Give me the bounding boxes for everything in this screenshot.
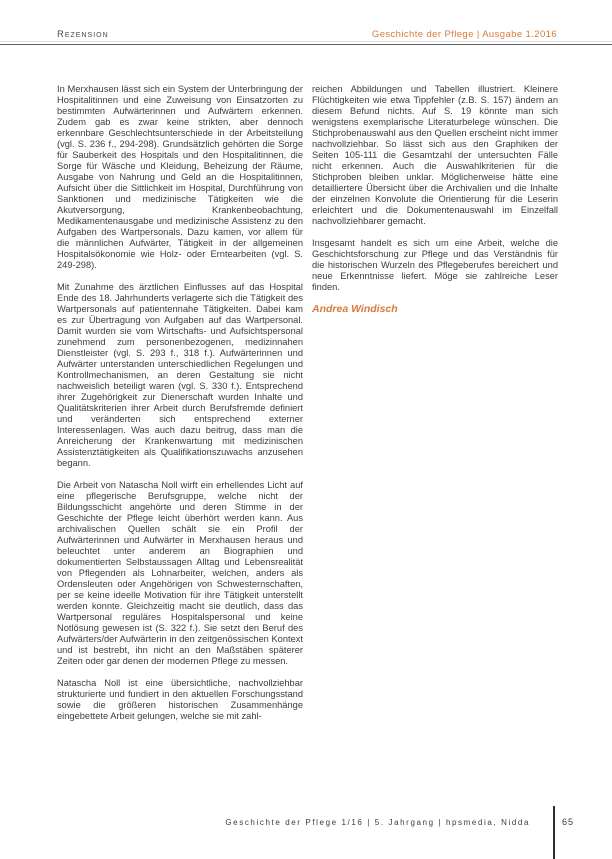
review-body (57, 84, 558, 733)
paragraph: Natascha Noll ist eine übersichtliche, nachvollziehbar strukturierte und fundiert in den aktuellen Forschungsstand sowie die größeren historischen Zusammenhänge eingebettete Arbeit gelungen, welche sie mit zahl- (57, 678, 303, 721)
paragraph: Mit Zunahme des ärztlichen Einflusses auf das Hospital Ende des 18. Jahrhunderts verlagerte sich die Tätigkeit des Wartpersonals auf patientennahe Tätigkeiten. Dabei kam es zur Übertragung von Aufgaben auf das Wartpersonal. Damit wurden sie vom Wirtschafts- und Aufsichtspersonal zunehmend zum personenbezogenen, medizinnahen Dienstleister (vgl. S. 293 f., 318 f.). Aufwärterinnen und Aufwärter unterstanden unterschiedlichen Regelungen und Kontrollmechanismen, an deren Gestaltung sie nicht nachweislich beteiligt waren (vgl. S. 330 f.). Entsprechend ihrer Zugehörigkeit zur Dienerschaft wurden Inhalte und Qualitätskriterien ihrer Arbeit durch Berufsfremde definiert und veränderten sich entsprechend externer Interessenlagen. Was auch dazu beitrug, dass man die Anreicherung der Krankenwartung mit medizinischen Assistenztätigkeiten als Qualifikationszuwachs anzusehen begann. (57, 282, 303, 468)
header-rule (0, 41, 612, 45)
page-number: 65 (562, 817, 575, 827)
section-label: Rezension (57, 29, 109, 40)
journal-issue-label: Geschichte der Pflege | Ausgabe 1.2016 (371, 29, 557, 40)
paragraph: In Merxhausen lässt sich ein System der Unterbringung der Hospitalitinnen und eine Zuweisung von Einsatzorten zu bestimmten Aufwärterinnen und Aufwärtern erkennen. Zudem gab es zwar keine strikten, aber dennoch erkennbare Geschlechtsunterschiede in der Arbeitsteilung (vgl. S. 236 f., 294-298). Grundsätzlich gehörten die Sorge für Sauberkeit des Hospitals und den Hospitalitinnen, die Sorge für Wäsche und Kleidung, Beheizung der Räume, Ausgabe von Nahrung und Geld an die Hospitalitinnen, Aufsicht über die Sittlichkeit im Hospital, Durchführung von Sanktionen und medizinische Tätigkeiten wie die Akutversorgung, Krankenbeobachtung, Medikamentenausgabe und medizinische Assistenz zu den Aufgaben des Wartpersonals. Dazu kamen, vor allem für die männlichen Aufwärter, Tätigkeit in der allgemeinen Hospitalsökonomie wie Holz- oder Erntearbeiten (vgl. S. 249-298). (57, 84, 303, 270)
right-column (312, 84, 558, 733)
footer-divider (553, 806, 555, 859)
running-head (57, 22, 557, 40)
paragraph: reichen Abbildungen und Tabellen illustriert. Kleinere Flüchtigkeiten wie etwa Tippfehler (z.B. S. 157) ändern an diesem Befund nichts. Auf S. 19 könnte man sich wenigstens exemplarische Literaturbelege wünschen. Die Stichprobenauswahl aus den Quellen erscheint nicht immer nachvollziehbar. So lässt sich aus den Graphiken der Seiten 105-111 die Gesamtzahl der untersuchten Fälle nicht erkennen. Auch die Auswahlkriterien für die Stichproben bleiben unklar. Möglicherweise hätte eine detailliertere Übersicht über die Archivalien und die Inhalte der einzelnen Konvolute die Orientierung für die Leserin erleichtert und die Dokumentenauswahl im Einzelfall nachvollziehbarer gemacht. (312, 84, 558, 226)
paragraph: Insgesamt handelt es sich um eine Arbeit, welche die Geschichtsforschung zur Pflege und das Verständnis für die historischen Wurzeln des Pflegeberufes bereichert und neue Erkenntnisse liefert. Möge sie zahlreiche Leser finden. (312, 238, 558, 292)
paragraph: Die Arbeit von Natascha Noll wirft ein erhellendes Licht auf eine pflegerische Berufsgruppe, welche nicht der Bildungsschicht angehörte und deren Stimme in der Geschichte der Pflege leicht überhört werden kann. Aus archivalischen Quellen schält sie ein Profil der Aufwärterinnen und Aufwärter in Merxhausen heraus und beleuchtet unter anderem an Biographien und dokumentierten Selbstaussagen Alltag und Lebensrealität von Pflegenden als Lohnarbeiter, welchen, anders als Ordensleuten oder Angehörigen von Schwesternschaften, per se keine ideelle Motivation für ihre Tätigkeit unterstellt werden konnte. Gleichzeitig macht sie deutlich, dass das Wartpersonal reguläres Hospitalspersonal und keine Notlösung gewesen ist (S. 322 f.). Sie setzt den Beruf des Aufwärters/der Aufwärterin in den zeitgenössischen Kontext und ist bestrebt, ihn nicht an den Maßstäben späterer Zeiten oder gar denen der modernen Pflege zu messen. (57, 480, 303, 666)
left-column (57, 84, 303, 733)
reviewer-name: Andrea Windisch (312, 303, 398, 315)
footer-imprint: Geschichte der Pflege 1/16 | 5. Jahrgang | hpsmedia, Nidda (225, 818, 530, 827)
